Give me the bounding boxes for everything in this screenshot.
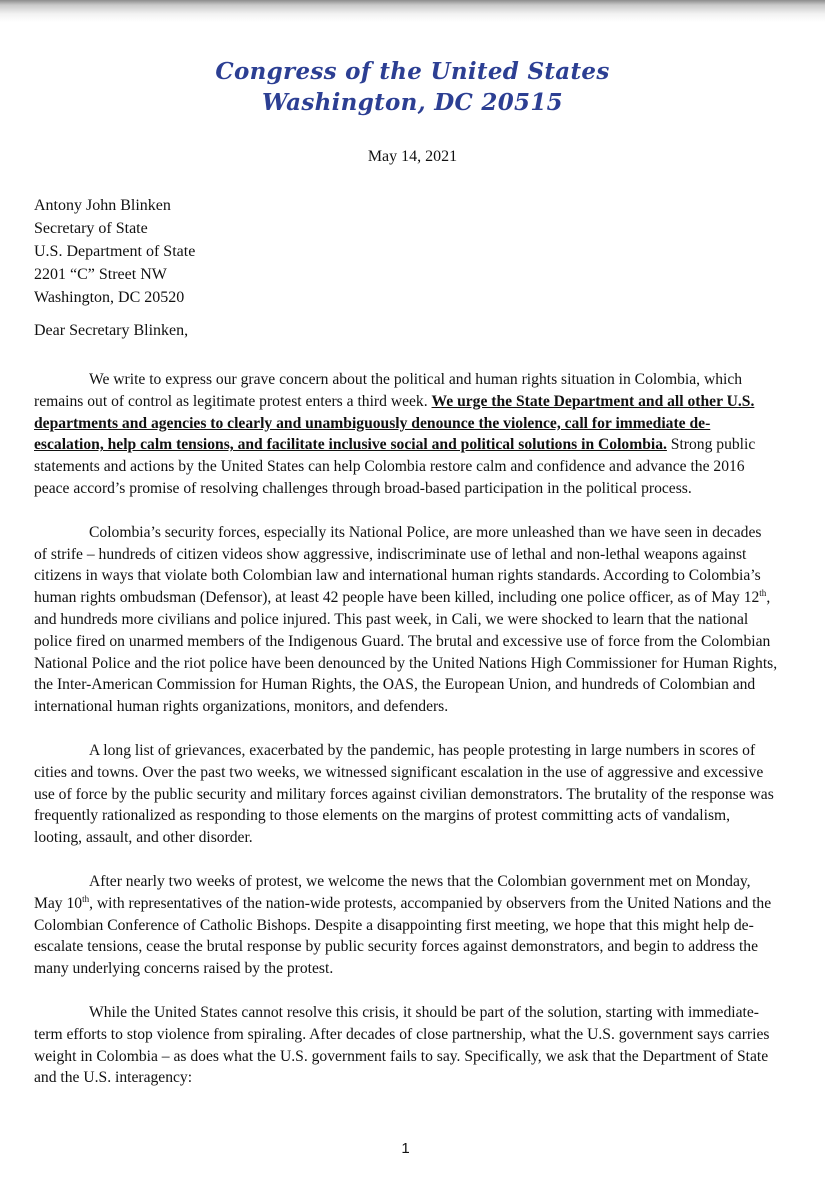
paragraph-1-text-b: Strong public statements and actions by the United States can help Colombia restore calm and confidence and advance the 2016 peace accord’s promise of resolving challenges through broad-based participation in the political process.: [34, 436, 756, 497]
salutation: Dear Secretary Blinken,: [34, 322, 189, 339]
letterhead-line-congress: Congress of the United States: [215, 58, 610, 85]
paragraph-2-text-b: , and hundreds more civilians and police injured. This past week, in Cali, we were shocked to learn that the national police fired on unarmed members of the Indigenous Guard. The brutal and excessive use of force from the Colombian National Police and the riot police have been denounced by the United Nations High Commissioner for Human Rights, the Inter-American Commission for Human Rights, the OAS, the European Union, and hundreds of Colombian and international human rights organizations, monitors, and defenders.: [34, 589, 778, 716]
letter-body: [34, 369, 778, 1111]
recipient-address: [34, 194, 734, 309]
paragraph-1-text-a: We write to express our grave concern about the political and human rights situation in Colombia, which remains out of control as legitimate protest enters a third week.: [34, 371, 743, 410]
recipient-street: 2201 “C” Street NW: [34, 266, 167, 283]
letterhead: [0, 56, 825, 118]
paragraph-1: [34, 369, 778, 500]
paragraph-2: [34, 522, 778, 718]
paragraph-4-text-b: , with representatives of the nation-wide protests, accompanied by observers from the United Nations and the Colombian Conference of Catholic Bishops. Despite a disappointing first meeting, we hope that this might help de-escalate tensions, cease the brutal response by public security forces against demonstrators, and begin to address the many underlying concerns raised by the protest.: [34, 894, 772, 978]
recipient-department: U.S. Department of State: [34, 243, 196, 260]
paragraph-2-text-a: Colombia’s security forces, especially its National Police, are more unleashed than we have seen in decades of strife – hundreds of citizen videos show aggressive, indiscriminate use of lethal and non-lethal weapons against citizens in ways that violate both Colombian law and international human rights standards. According to Colombia’s human rights ombudsman (Defensor), at least 42 people have been killed, including one police officer, as of May 12: [34, 523, 762, 607]
paragraph-4-text-a: After nearly two weeks of protest, we welcome the news that the Colombian government met on Monday, May 10: [34, 872, 751, 912]
paragraph-4-superscript: th: [82, 893, 90, 904]
recipient-city: Washington, DC 20520: [34, 289, 185, 306]
page-number: 1: [401, 1140, 410, 1157]
letterhead-line-address: Washington, DC 20515: [262, 89, 563, 116]
paragraph-3: A long list of grievances, exacerbated by the pandemic, has people protesting in large numbers in scores of cities and towns. Over the past two weeks, we witnessed significant escalation in the use of aggressive and excessive use of force by the public security and military forces against civilian demonstrators. The brutality of the response was frequently rationalized as responding to those elements on the margins of protest committing acts of vandalism, looting, assault, and other disorder.: [34, 741, 774, 847]
recipient-name: Antony John Blinken: [34, 197, 171, 214]
page-top-shadow: [0, 0, 825, 22]
paragraph-5: While the United States cannot resolve this crisis, it should be part of the solution, starting with immediate-term efforts to stop violence from spiraling. After decades of close partnership, what the U.S. government says carries weight in Colombia – as does what the U.S. government fails to say. Specifically, we ask that the Department of State and the U.S. interagency:: [34, 1003, 770, 1087]
paragraph-2-superscript: th: [759, 588, 767, 599]
recipient-title: Secretary of State: [34, 220, 148, 237]
paragraph-1-emphasis: We urge the State Department and all other U.S. departments and agencies to clearly and unambiguously denounce the violence, call for immediate de-escalation, help calm tensions, and facilitate inclusive social and political solutions in Colombia.: [34, 392, 755, 454]
paragraph-4: [34, 871, 778, 980]
letter-date: May 14, 2021: [367, 148, 458, 165]
